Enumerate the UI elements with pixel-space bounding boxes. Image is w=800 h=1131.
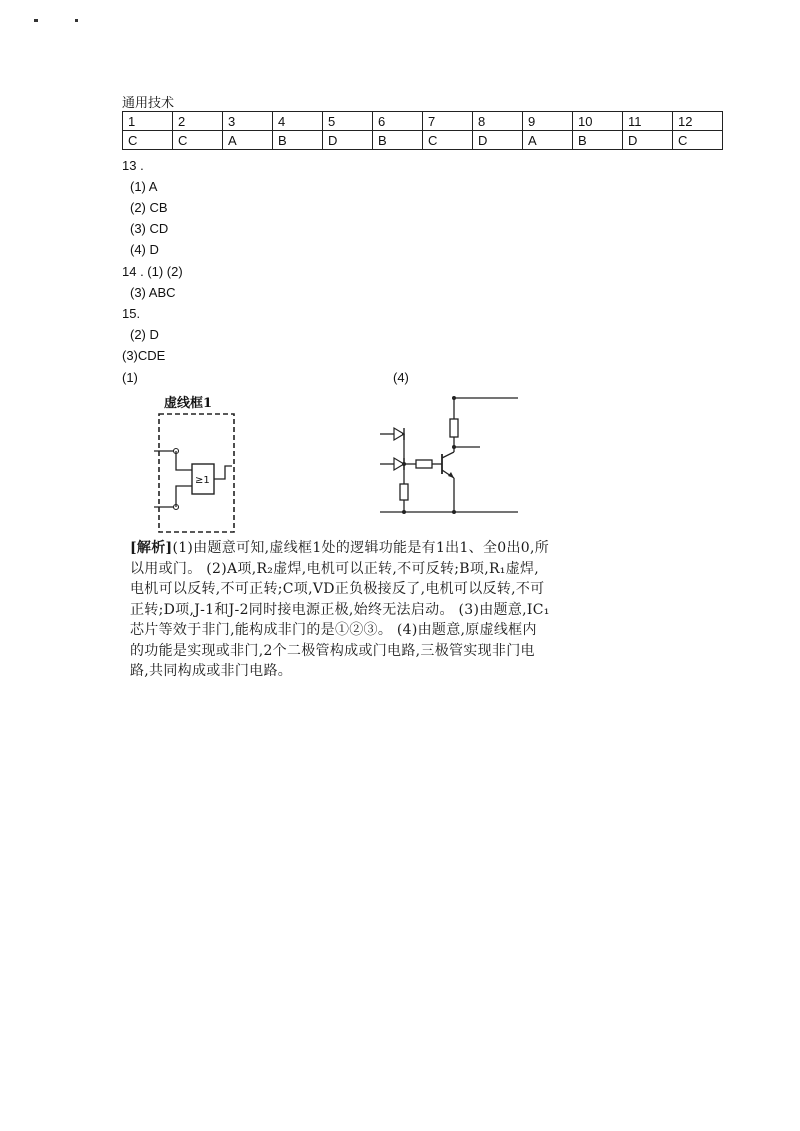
figure-label-1: (1) bbox=[122, 370, 138, 385]
table-cell: 10 bbox=[573, 112, 623, 131]
pull-down-resistor bbox=[400, 484, 408, 500]
collector-resistor bbox=[450, 419, 458, 437]
scan-speck bbox=[34, 19, 38, 22]
table-cell: A bbox=[223, 131, 273, 150]
nor-circuit-figure bbox=[372, 392, 522, 522]
q13-answer-3: (3) CD bbox=[130, 221, 169, 236]
or-gate-figure bbox=[150, 390, 250, 540]
q13-answer-4: (4) D bbox=[130, 242, 159, 257]
page-title: 通用技术 bbox=[122, 96, 175, 111]
or-gate-symbol: ≥1 bbox=[195, 475, 210, 486]
table-cell: D bbox=[323, 131, 373, 150]
analysis-paragraph bbox=[130, 538, 550, 682]
answer-table bbox=[122, 111, 723, 150]
table-cell: D bbox=[623, 131, 673, 150]
q14-heading: 14 . (1) (2) bbox=[122, 264, 183, 279]
scan-speck bbox=[75, 19, 78, 22]
table-cell: 4 bbox=[273, 112, 323, 131]
base-resistor bbox=[416, 460, 432, 468]
table-cell: B bbox=[373, 131, 423, 150]
table-cell: 5 bbox=[323, 112, 373, 131]
table-cell: 12 bbox=[673, 112, 723, 131]
analysis-tag: [解析] bbox=[130, 540, 173, 556]
q15-heading: 15. bbox=[122, 306, 141, 321]
table-cell: C bbox=[173, 131, 223, 150]
table-cell: D bbox=[473, 131, 523, 150]
table-cell: 6 bbox=[373, 112, 423, 131]
table-cell: B bbox=[273, 131, 323, 150]
q15-answer-3: (3)CDE bbox=[122, 348, 166, 363]
table-cell: 3 bbox=[223, 112, 273, 131]
table-cell: 1 bbox=[123, 112, 173, 131]
table-cell: B bbox=[573, 131, 623, 150]
table-cell: C bbox=[423, 131, 473, 150]
table-cell: C bbox=[673, 131, 723, 150]
q15-answer-2: (2) D bbox=[130, 327, 159, 342]
answer-table-answer-row bbox=[123, 131, 723, 150]
q13-heading: 13 . bbox=[122, 158, 144, 173]
figure-label-4: (4) bbox=[393, 370, 409, 385]
table-cell: 8 bbox=[473, 112, 523, 131]
table-cell: 9 bbox=[523, 112, 573, 131]
answer-table-number-row bbox=[123, 112, 723, 131]
q13-answer-2: (2) CB bbox=[130, 200, 168, 215]
table-cell: C bbox=[123, 131, 173, 150]
q13-answer-1: (1) A bbox=[130, 179, 158, 194]
dashed-box-title: 虚线框1 bbox=[164, 396, 213, 411]
table-cell: 2 bbox=[173, 112, 223, 131]
analysis-text: (1)由题意可知,虚线框1处的逻辑功能是有1出1、全0出0,所以用或门。 (2)A项,R₂虚焊,电机可以正转,不可反转;B项,R₁虚焊,电机可以反转,不可正转;C项,VD正负极接反了,电机可以反转,不可正转;D项,J-1和J-2同时接电源正极,始终无法启动。 (3)由题意,IC₁芯片等效于非门,能构成非门的是①②③。 (4)由题意,原虚线框内的功能是实现或非门,2个二极管构成或门电路,三极管实现非门电路,共同构成或非门电路。 bbox=[130, 540, 550, 679]
table-cell: A bbox=[523, 131, 573, 150]
table-cell: 7 bbox=[423, 112, 473, 131]
q14-answer-3: (3) ABC bbox=[130, 285, 176, 300]
table-cell: 11 bbox=[623, 112, 673, 131]
